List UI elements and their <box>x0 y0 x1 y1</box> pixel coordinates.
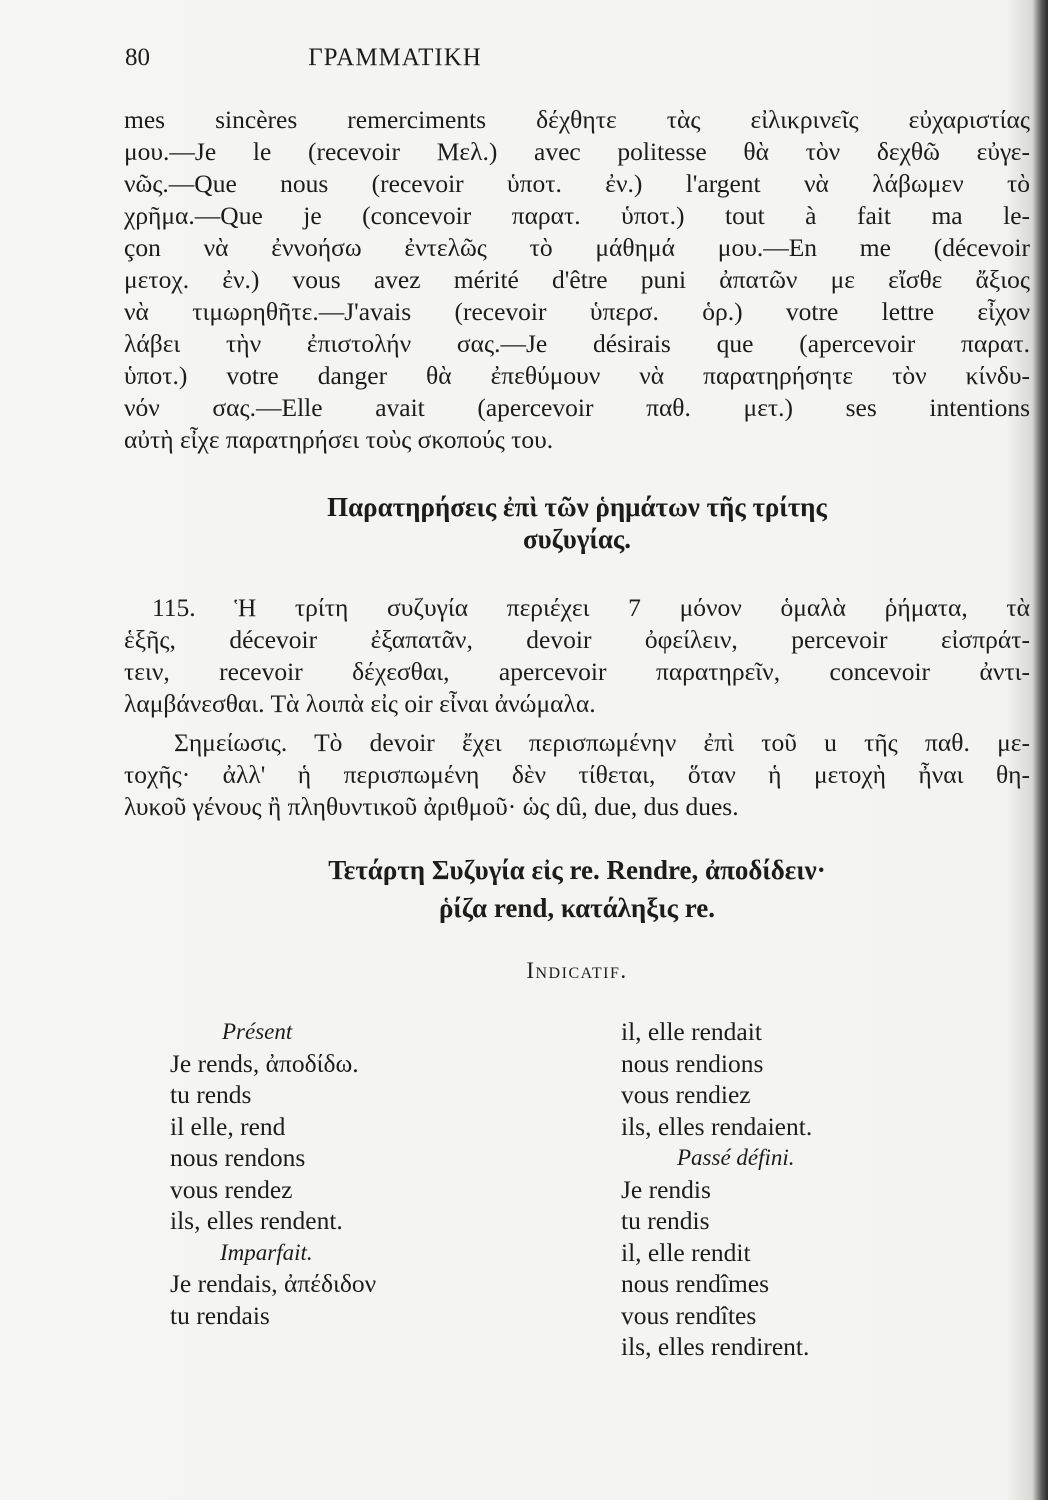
conjugation-form: vous rendîtes <box>621 1300 757 1330</box>
section-heading-fourth-conjugation: Τετάρτη Συζυγία εἰς re. Rendre, ἀποδίδειν· <box>328 855 826 885</box>
text-line: μου.—Je le (recevoir Μελ.) avec politesse θὰ τὸν δεχθῶ εὐγε- <box>124 137 1030 166</box>
section-heading-third-conjugation: Παρατηρήσεις ἐπὶ τῶν ῥημάτων τῆς τρίτης <box>327 492 827 522</box>
note-paragraph <box>124 727 1030 823</box>
page-header <box>0 44 1048 78</box>
tense-label-present: Présent <box>222 1019 293 1044</box>
conjugation-form: il, elle rendit <box>621 1237 751 1267</box>
conjugation-form: nous rendîmes <box>621 1269 770 1298</box>
text-line: λυκοῦ γένους ἢ πληθυντικοῦ ἀριθμοῦ· ὡς dû, due, dus dues. <box>124 792 739 821</box>
text-line: αὐτὴ εἶχε παρατηρήσει τοὺς σκοπούς του. <box>124 425 554 454</box>
conjugation-right-column <box>621 1016 812 1363</box>
text-line: λαμβάνεσθαι. Τὰ λοιπὰ εἰς oir εἶναι ἀνώμαλα. <box>124 689 596 718</box>
conjugation-form: Je rends, ἀποδίδω. <box>170 1048 359 1078</box>
conjugation-form: tu rendis <box>621 1206 710 1235</box>
rule-paragraph-115 <box>124 592 1030 720</box>
text-line: χρῆμα.—Que je (concevoir παρατ. ὑποτ.) tout à fait ma le- <box>124 201 1030 230</box>
text-line: ἑξῆς, décevoir ἐξαπατᾶν, devoir ὀφείλειν, percevoir εἰσπράτ- <box>124 625 1030 654</box>
conjugation-form: ils, elles rendaient. <box>621 1111 813 1141</box>
conjugation-form: il, elle rendait <box>621 1017 762 1046</box>
text-line: çon νὰ ἐννοήσω ἐντελῶς τὸ μάθημά μου.—En me (décevoir <box>124 233 1030 262</box>
conjugation-form: ils, elles rendent. <box>170 1206 343 1235</box>
tense-label-passe-defini: Passé défini. <box>677 1145 795 1170</box>
conjugation-form: tu rends <box>170 1080 252 1109</box>
text-line: νῶς.—Que nous (recevoir ὑποτ. ἐν.) l'argent νὰ λάβωμεν τὸ <box>124 169 1030 198</box>
indicatif-heading: Indicatif. <box>526 958 628 983</box>
conjugation-form: tu rendais <box>170 1300 270 1330</box>
conjugation-form: nous rendions <box>621 1048 764 1078</box>
exercise-paragraph <box>124 104 1030 456</box>
section-heading-fourth-conjugation-cont: ῥίζα rend, κατάληξις re. <box>438 893 716 923</box>
text-line: λάβει τὴν ἐπιστολήν σας.—Je désirais que (apercevoir παρατ. <box>124 329 1030 358</box>
text-line: mes sincères remerciments δέχθητε τὰς εἰλικρινεῖς εὐχαριστίας <box>124 105 1030 134</box>
text-line: Σημείωσις. Τὸ devoir ἔχει περισπωμένην ἐπὶ τοῦ u τῆς παθ. με- <box>174 728 1030 757</box>
text-line: νὰ τιμωρηθῆτε.—J'avais (recevoir ὑπερσ. ὁρ.) votre lettre εἶχον <box>124 297 1030 326</box>
tense-label-imparfait: Imparfait. <box>220 1239 313 1265</box>
page-number: 80 <box>125 44 150 71</box>
text-line: νόν σας.—Elle avait (apercevoir παθ. μετ.) ses intentions <box>124 393 1030 422</box>
conjugation-form: nous rendons <box>170 1143 306 1172</box>
text-line: ὑποτ.) votre danger θὰ ἐπεθύμουν νὰ παρατηρήσητε τὸν κίνδυ- <box>124 361 1030 390</box>
running-head: ΓΡΑΜΜΑΤΙΚΗ <box>308 44 482 71</box>
conjugation-form: Je rendais, ἀπέδιδον <box>170 1269 377 1298</box>
conjugation-form: vous rendiez <box>621 1080 751 1109</box>
conjugation-left-column <box>170 1016 376 1331</box>
text-line: τειν, recevoir δέχεσθαι, apercevoir παρατηρεῖν, concevoir ἀντι- <box>124 657 1030 686</box>
conjugation-form: il elle, rend <box>170 1111 286 1141</box>
text-line: μετοχ. ἐν.) vous avez mérité d'être puni ἀπατῶν με εἴσθε ἄξιος <box>124 265 1030 294</box>
conjugation-form: Je rendis <box>621 1174 711 1204</box>
conjugation-form: vous rendez <box>170 1174 293 1204</box>
section-heading-third-conjugation-cont: συζυγίας. <box>522 524 632 554</box>
text-line: 115. Ἡ τρίτη συζυγία περιέχει 7 μόνον ὁμαλὰ ῥήματα, τὰ <box>152 593 1030 622</box>
conjugation-form: ils, elles rendirent. <box>621 1332 810 1361</box>
text-line: τοχῆς· ἀλλ' ἡ περισπωμένη δὲν τίθεται, ὅταν ἡ μετοχὴ ἦναι θη- <box>124 760 1030 789</box>
